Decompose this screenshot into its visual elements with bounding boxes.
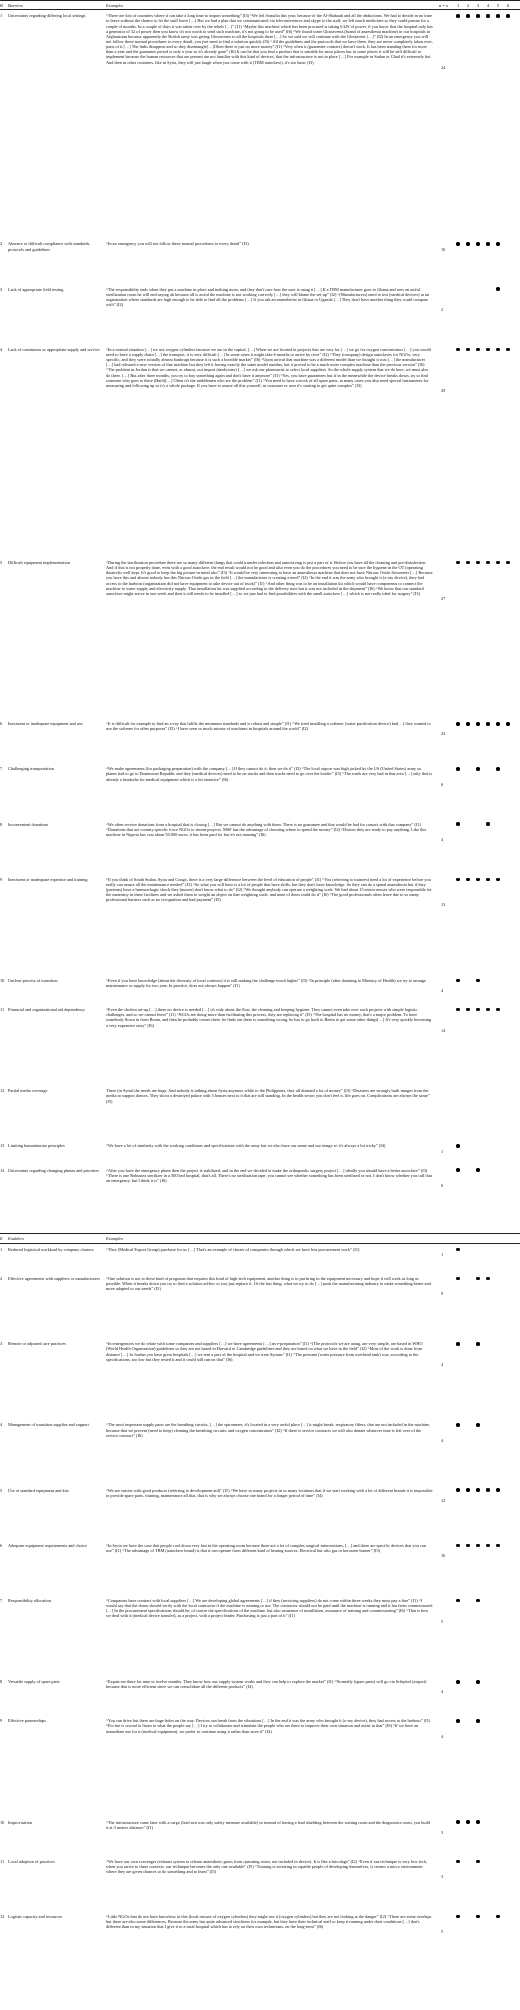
row-number: 4 [0, 346, 3, 352]
row-label: Improvisation [8, 1819, 33, 1825]
participant-dot [456, 1820, 460, 1824]
participant-dot [466, 348, 470, 352]
participant-dot [456, 767, 460, 771]
barrier-row [0, 763, 520, 818]
barrier-row [0, 975, 520, 1004]
barrier-row [0, 874, 520, 975]
participant-dot [496, 1544, 500, 1548]
row-label: Versatile supply of spare parts [8, 1679, 60, 1685]
participant-dot [496, 287, 500, 291]
participant-dot [486, 1277, 490, 1281]
participant-dot [486, 878, 490, 882]
participant-dot [476, 1680, 480, 1684]
participant-dot [466, 1008, 470, 1012]
participant-dot [456, 1168, 460, 1172]
participant-dot [506, 348, 510, 352]
row-examples: “In a normal situation […] we use oxygen cylinders because we are in the capital, […] When we are located in projects that are very far […] we go for oxygen concentrators […] you would need to have a supply chain […] the transport, it is very difficult […] In some cases it might take 6 months to arrive by river” (I2) “They (company) design autoclaves for NGOs, very specific, and they were actually almost bankrupt because it is such a horrible market” (I6) “Upon arrival that machine was a different model than we thought it was […] the manufacturer […] had released a new version of that machine but they left it having exactly the same model number, but it proved to be a much more complex machine than the previous version” (I6) “The problem in Jordan is that we cannot, or almost, not import (medicines) […] we ask our pharmacist to select local suppliers. So the whole supply system that we do here, we must also do there. […] But after three months, you try to buy something again and don't have it anymore” (I1) “Yes, you have guarantees but if in the meanwhile the device breaks down, try to find someone who goes to there (Haiti)[…] Often it's the middlemen who are the problem” (I1) “You need to have a stock of all spare parts, in many cases you also need special instruments for measuring and following up so it's a whole package. If you have to assure all this yourself, as customer or user it's starting to get quite complex” (I3) [106, 346, 431, 388]
participant-dot [456, 1915, 460, 1919]
row-count: 4 [441, 1361, 444, 1367]
row-examples: “You can drive but there are huge holes on the way. Devices can break from the vibrations […] In the end it was the army who brought it (x-ray device), they had access to the harbour” (I1) “For me is crucial to listen to what the people say […] I try to collaborate and stimulate the people who are there to improve their own situation and assist in that” (I6) “If we have an immediate use for it (medical equipment), we prefer to continue using it rather than store it” (I4) [106, 1718, 431, 1734]
barriers-header [0, 1, 520, 10]
row-count: 4 [441, 988, 444, 994]
participant-dot [456, 722, 460, 726]
row-label: Limiting humanitarian principles [8, 1143, 65, 1149]
row-label: Local adoption of practices [8, 1858, 55, 1864]
participant-dot [476, 1599, 480, 1603]
participant-dot [486, 561, 490, 565]
row-examples: “Even the cholera set-up […] there no device is needed […] it's only about the flow, the cleaning and keeping hygiene. They cannot even take over such projects with simple logistic challenges, and so we cannot leave” (I1) “NGOs are doing more than facilitating this process, they are replacing it” (I5) “The hospital has no money, that's a major problem. To have somebody flown in from Benin, and then he probably comes there, he finds out there is something wrong, he has to go back to Benin to get some other things[…] It's very quickly becoming a very expensive story” (I6) [106, 1007, 432, 1028]
participant-dot [476, 561, 480, 565]
row-number: 9 [0, 876, 3, 882]
participant-dot [456, 1144, 460, 1148]
row-count: 14 [441, 1027, 446, 1033]
participant-dot [456, 561, 460, 565]
row-number: 9 [0, 1718, 3, 1724]
participant-dot [456, 878, 460, 882]
participant-dot [476, 1008, 480, 1012]
row-examples: “In emergencies we do relate with some companies and suppliers […] we have agreements […] an e-preparation” (I1) “(The protocols we are using, are very simple, are based in WHO (World Health Organization) guidelines so they are not based in Harvard or Cambridge guidelines and they are based on what we have in the field” (I2) “Most of the work is done from distance […] In Jordan you have great hospitals […] we rent a part of the hospital and we treat Syrians” (I1) “The pressure (water pressure from overhead tank) was, according to the specifications, too low but they tested it and it could still run on that” (I6) [106, 1341, 423, 1362]
participant-dot [486, 1488, 490, 1492]
row-label: Lack of continuous or appropriate supply and service [8, 346, 100, 352]
barriers-title: Barriers [8, 2, 23, 8]
row-label: Reduced logistical workload by company clusters [8, 1246, 94, 1252]
enabler-row [0, 1244, 520, 1273]
participant-dot [456, 1248, 460, 1252]
participant-dot [466, 242, 470, 246]
row-number: 13 [0, 1143, 5, 1149]
participant-dot [456, 1544, 460, 1548]
participant-dot [496, 1915, 500, 1919]
participant-dot [496, 561, 500, 565]
row-number: 11 [0, 1858, 5, 1864]
row-label: Inconvenient donations [8, 821, 49, 827]
row-examples: “We have a lot of similarity with the working conditions and specifications with the army but we also have our name and our image so it's always a bit tricky” (I4) [106, 1143, 386, 1149]
participant-dot [466, 722, 470, 726]
row-count: 6 [441, 1183, 444, 1189]
row-number: 7 [0, 766, 3, 772]
barrier-row [0, 557, 520, 718]
barrier-row [0, 1004, 520, 1085]
row-examples: “Companies have contract with local suppliers […] We are developing global agreements […] if they (servicing suppliers) do not come within three weeks they must pay a fine” (I1) “I would say that the donor should verify with the local contractor if the machine is running or not. The contractor should not be paid until the machine is running and it has been commissioned […] In the procurement specifications should be, of course the specifications of the machine, but also assurance of installation, assurance of training and commissioning” (I6) “That is how we deal with it (medical device transfer), as a project, with a project leader. Purchasing is just a part of it” (I1) [106, 1597, 433, 1619]
row-count: 5 [441, 1929, 444, 1935]
row-count: 3 [441, 1874, 444, 1880]
row-count: 27 [441, 596, 446, 602]
row-number: 12 [0, 1088, 5, 1094]
barrier-row [0, 1164, 520, 1229]
participant-dot [456, 1680, 460, 1684]
row-label: Partial media coverage [8, 1088, 48, 1094]
row-number: 10 [0, 977, 5, 983]
row-examples: “During the sterilization procedure there are so many different things that could transfer infection and autoclaving is just a part of it. Before you have all the cleaning and pre-disinfection. And if this is not properly done, even with a good autoclave, the end result would not be good and also even you do the procedures you need to be sure the hygiene in the OT (operating theatre)is well kept. It's good to keep the big picture in mind also” (I3) “It would be very interesting to have an anaesthesia machine that does not have Nitrous Oxide flowmeter […] Because you have this and almost nobody has this Nitrous Oxide gas in the field […] the manufacturer is creating a need” (I2) “In the end it was the army who brought it (x-ray device), they had access to the harbour (organization did not have equipment to take device out of truck)” (I1) “And other thing was to be an installation kit which would have components to connect the machine to water supply and electricity supply. That installation kit was supplied according to the delivery note but it was not included in the shipment” (I6) “We know that our standard autoclave might arrive in one week and then it still needs to be installed […] so we just had to find possibilities with the small autoclave […] which is not really ideal for surgery” (I3) [106, 559, 433, 596]
row-label: Use of standard equipment and kits [8, 1487, 69, 1493]
barrier-row [0, 10, 520, 238]
row-examples: “There are lots of countries where it can take a long time to import something” (I3) “We left Somalia this year, because of the Al-Shabaab and all the abductions. We had to decide in no time to leave without the chance to let the stuff leave […] But we had a plan that we communicated via teleconferences and skype to the staff, we left much medicines so they could pursue for a couple of months. In a couple of days it was taken over by the rebels […]” (I1) “Maybe this machine which has been procured is taking 6 kW of power, if you know that the hospital only has a generator of 32 of power then you know it's not worth to send such machine, it's not going to be used” (I6) “We found some Glostavents (brand of anaesthesia machine) in our hospitals in Afghanistan because apparently the British army was giving Glostavents to all the hospitals there […] So we said we will continue with the Glostavent […]” (I2) In an emergency you will not follow these normal procedures to every detail, you just need to find a solution quickly (I3) “All the guidelines and the protocols that we have there, they are never completely taken over, parts of it […] The links disappear and so they disentangle[…]Often there is just no more money” (I1) “Very often it (guarantee contract) doesn't work. It has been standing there for more than a year and the guarantee period is only a year so it's already gone” (I6) It can be that you find a product that is suitable for most places but in some places it will be still difficult to implement because the human resources that are present are not familiar with this kind of devices, that the infrastructure is not in place […] For example in Sudan or Chad it's extremely hot. And then in other countries, like in Syria, they will just laugh when you come with it (TBM autoclave), it's too basic (I3) [106, 13, 433, 65]
participant-dot [456, 1008, 460, 1012]
row-label: Uncertainty regarding changing phases and priorities [8, 1167, 100, 1173]
row-label: Unclear process of transition [8, 977, 58, 983]
participant-dot [486, 722, 490, 726]
row-count: 9 [441, 1291, 444, 1297]
row-examples: “After you have the emergency phase then the project is stabilized, and in the end we decided to make the orthopaedic surgery project […] ideally you should have a better autoclave” (I3) “There is one Robustex sterilizer in a 500 bed hospital, that's all. There's no sterilization tape, you cannot see whether something has been sterilized or not. I don't know whether you call that an emergency, but I think it is” (I6) [106, 1167, 432, 1183]
participant-dot [456, 1342, 460, 1346]
row-number: 10 [0, 1819, 5, 1825]
barrier-row [0, 818, 520, 873]
row-label: Absence or difficult compliance with standards, protocols and guidelines [8, 241, 91, 252]
participant-dot [476, 722, 480, 726]
dot-heading-1: 1 [457, 2, 460, 8]
row-number: 3 [0, 1341, 3, 1347]
participant-dot [476, 1719, 480, 1723]
row-label: Financial and organizational aid dependency [8, 1007, 85, 1013]
participant-dot [476, 979, 480, 983]
participant-dot [496, 878, 500, 882]
row-examples: “Expats are there for nine or twelve months. They know how our supply system works and they can help to explore the market” (I1) “Normally (spare parts) will go via Schiphol (airport) because that is more efficient since we can consolidate all the different products” (I4) [106, 1679, 427, 1690]
row-number: 1 [0, 1246, 3, 1252]
row-count: 12 [441, 1497, 446, 1503]
participant-dot [476, 1423, 480, 1427]
row-label: Effective agreements with suppliers or manufacturers [8, 1276, 100, 1281]
participant-dot [476, 348, 480, 352]
row-label: Logistic capacity and resources [8, 1913, 63, 1919]
participant-dot [476, 1544, 480, 1548]
participant-dot [466, 1488, 470, 1492]
barrier-row [0, 1085, 520, 1140]
participant-dot [476, 1342, 480, 1346]
row-number: 11 [0, 1007, 5, 1013]
row-count: 10 [441, 246, 446, 252]
participant-dot [486, 1544, 490, 1548]
participant-dot [496, 1488, 500, 1492]
row-number: 8 [0, 1679, 3, 1685]
dot-heading-2: 2 [467, 2, 470, 8]
row-number: 5 [0, 559, 3, 565]
barrier-row [0, 238, 520, 283]
row-number: 4 [0, 1422, 3, 1428]
row-count: 6 [441, 781, 444, 787]
participant-dot [456, 1719, 460, 1723]
participant-dot [506, 561, 510, 565]
row-number: 6 [0, 721, 3, 727]
enabler-row [0, 1484, 520, 1539]
participant-dot [476, 1168, 480, 1172]
row-number: 2 [0, 241, 3, 247]
row-count: 1 [441, 1251, 444, 1257]
participant-dot [476, 767, 480, 771]
participant-dot [496, 242, 500, 246]
row-count: 16 [441, 1553, 446, 1559]
participant-dot [496, 348, 500, 352]
enabler-row [0, 1419, 520, 1484]
row-examples: There (in Syria) the needs are huge. And nobody is talking about Syria anymore while to the Philippines, they all donated a lot of money” (I3) “Disasters are strongly built images from the media to support donors. They shoot a destroyed palace with 3 houses next to it that are still standing. In the health sector you don't feel it, life goes on. Complications are always the same” (I5) [106, 1088, 430, 1104]
row-examples: “Little NGOs that do not have knowhow in this (local misuse of oxygen cylinders) they might use it (oxygen cylinders) but they are not looking at the danger” (I2) “There are some overlaps but there are also some differences. Because the army has quite advanced sterilizers for example, but they have their technical staff to keep it running under their conditions […] that's different than in my situation that I give it to a rural hospital which has to rely on their own technicians, on the long-term” (I6) [106, 1913, 432, 1930]
participant-dot [466, 1820, 470, 1824]
row-count: 24 [441, 64, 446, 70]
barrier-row [0, 283, 520, 343]
participant-dot [476, 242, 480, 246]
participant-dot [466, 561, 470, 565]
enabler-row [0, 1856, 520, 1911]
row-label: Challenging transportation [8, 766, 54, 772]
row-number: 1 [0, 13, 3, 19]
row-number: 2 [0, 1276, 3, 1281]
participant-dot [466, 1544, 470, 1548]
enabler-row [0, 1273, 520, 1338]
dot-heading-5: 5 [497, 2, 500, 8]
row-examples: “We are stricter with good products (referring to development aid)” (I1) “We have so many projects in so many locations that if we start working with a lot of different brands it is impossible to provide spare parts, training, maintenance all that, that is why we always choose one brand for a longer period of time” (I4) [106, 1487, 433, 1498]
row-examples: “Even if you have knowledge (about the diversity of local contexts) it is still making the challenge much higher” (I3) “In principle (after donating to Ministry of Health) we try to arrange maintenance or supply for two year. In practice, does not always happen” (I1) [106, 977, 426, 989]
row-count: 3 [441, 1829, 444, 1835]
row-examples: “We make agreements (for packaging preparation) with the company […] If they cannot do it, then we do it” (I3) “The local airport was high jacked by the US (United States) army so planes had to go to Dominican Republic and they (medical devices) need to be on trucks and then trucks need to go over the border” (I3) “The roads are very bad in that area […] only that is already a headache for medical equipment which is a bit sensitive” (I6) [106, 766, 433, 782]
participant-dot [456, 822, 460, 826]
row-label: Lack of appropriate field testing [8, 286, 64, 292]
participant-dot [456, 1423, 460, 1427]
row-examples: “One solution is not to these kind of programs that requires this kind of high-tech equipment, another thing is to put bring in the equipment necessary and hope it will work as long as possible. When it breaks down you try to find a solution ad-hoc or you just replace it. Or the last thing, what we try to do […] push the manufacturing industry to make something better and more adapted to our needs” (I3) [106, 1276, 431, 1292]
participant-dot [496, 767, 500, 771]
participant-dot [456, 242, 460, 246]
row-label: Uncertainty regarding differing local settings [8, 13, 86, 19]
row-examples: “They (Medical Export Group) purchase for us […] That's an example of cluster of companies through which we have less procurement work” (I1) [106, 1246, 360, 1252]
participant-dot [456, 979, 460, 983]
row-examples: “The responsibility ends when they put a machine in place and nothing more, and they don't care how the user is using it […] If a TBM manufacturer goes to Ghana and sees an awful sterilization room he will end saying ah because all is awful the machine is not working correctly […] they will blame the set-up” (I2) “(Manufacturers) need to test (medical devices) in an organization where standards are high enough to be able to find all the problems […] If you ask an anaesthetist in Ghana or Uganda […] They don't have another thing they could compare with” (I2) [106, 286, 429, 308]
participant-dot [496, 14, 500, 18]
row-label: Adequate equipment requirements and choice [8, 1542, 87, 1548]
dot-heading-3: 3 [477, 2, 480, 8]
participant-dot [506, 722, 510, 726]
barriers-body [0, 10, 520, 1230]
row-label: Responsibility allocation [8, 1597, 51, 1603]
barrier-row [0, 718, 520, 763]
row-label: Inexistent or inadequate expertise and training [8, 876, 88, 882]
row-number: 8 [0, 821, 3, 827]
row-count: 4 [441, 1733, 444, 1739]
enabler-row [0, 1540, 520, 1595]
participant-dot [496, 1008, 500, 1012]
enablers-letter: E [0, 1235, 3, 1241]
enablers-examples-heading: Examples [106, 1235, 124, 1241]
enabler-row [0, 1816, 520, 1855]
dot-heading-4: 4 [487, 2, 490, 8]
participant-dot [476, 1820, 480, 1824]
enablers-title: Enablers [8, 1235, 24, 1241]
row-count: 4 [441, 1437, 444, 1443]
row-examples: “The infrastructure came later with a cargo (lead suit was only safety measure available) so instead of having a lead shielding between the waiting room and the diagnostics room, you build it at 3 meters distance” (I1) [106, 1819, 431, 1830]
row-examples: “If you think of South Sudan, Syria and Congo, there is a very large difference between the level of education of people” (I1) “You (referring to trainees) need a lot of experience before you really can assure all the maintenance needed” (I3) “So what you will have is a lot of people that have skills, but they don't have knowledge. So they can do a spinal anaesthesia but if they (patients) have a haemorrhagic shock they (nurses) don't know what to do” (I2) “We thought anybody can operate a weighting scale. We had about 15 senior nurses who were responsible for the maternity in these facilities and we asked them to weight an object on that weighting scale, and none of them could do it” (I6) “The good professionals often leave due to so many professional barriers such as no recognition and bad payment” (I5) [106, 876, 432, 903]
participant-dot [476, 1488, 480, 1492]
row-count: 4 [441, 836, 444, 842]
row-examples: “The most important supply parts are the breathing circuits, […] the spirometer, it's located in a very awful place […] it might break; respiratory filters, that are not included in the machine, because that we prevent (need to keep) cleaning the breathing circuits; and oxygen concentrators” (I2) “If there is service contracts we will also donate whatever time is left over of the service contract” (I6) [106, 1422, 431, 1438]
barrier-row [0, 1140, 520, 1164]
row-examples: “In an emergency you will not follow these normal procedures to every detail” (I3) [106, 241, 249, 247]
barrier-row [0, 344, 520, 557]
participant-dot [486, 242, 490, 246]
row-number: 5 [0, 1487, 3, 1493]
participant-dot [496, 722, 500, 726]
participant-dot [476, 1915, 480, 1919]
row-number: 14 [0, 1167, 5, 1173]
row-count: 5 [441, 1618, 444, 1624]
participant-dot [456, 1277, 460, 1281]
row-label: Inexistent or inadequate equipment and use [8, 721, 83, 727]
row-label: Remote or adjusted care practices [8, 1341, 66, 1347]
row-count: 13 [441, 902, 446, 908]
barriers-letter: B [0, 2, 3, 8]
row-count: 4 [441, 1689, 444, 1695]
participant-dot [476, 14, 480, 18]
enabler-row [0, 1595, 520, 1676]
row-examples: “In Syria we have the case that people cool down very fast in the operating room because there are a lot of complex surgical interventions, […] and there are specific devices that you can use” (I1) “The advantage of TBM (autoclave brand) is that it can operate from different kind of heating sources. Electrical but also gas or kerosene burner” (I3) [106, 1542, 426, 1553]
row-label: Management of transition supplies and support [8, 1422, 89, 1428]
row-number: 3 [0, 286, 3, 292]
participant-dot [456, 1860, 460, 1864]
participant-dot [506, 14, 510, 18]
enabler-row [0, 1676, 520, 1715]
participant-dot [456, 1488, 460, 1492]
row-count: 1 [441, 1148, 444, 1154]
participant-dot [466, 14, 470, 18]
enabler-row [0, 1715, 520, 1816]
row-count: 23 [441, 731, 446, 737]
row-number: 12 [0, 1913, 5, 1919]
row-count: 2 [441, 307, 444, 313]
participant-dot [456, 14, 460, 18]
participant-dot [476, 878, 480, 882]
enabler-row [0, 1911, 520, 1982]
row-number: 7 [0, 1597, 3, 1603]
enabler-row [0, 1338, 520, 1419]
participant-dot [486, 822, 490, 826]
row-count: 29 [441, 388, 446, 393]
row-label: Effective partnerships [8, 1718, 46, 1724]
participant-dot [456, 1599, 460, 1603]
participant-dot [456, 348, 460, 352]
row-examples: “We have our own scavenger (exhaust system to release anaesthetic gases from operating room, not included in device). It is like a bricolage” (I2) “Even if our technique is very low-tech, when you arrive to these contexts, our technique becomes the only one available” (I5) “Training is investing in capable people of developing themselves, it creates a micro environment where they are given chances to do something and to learn” (I5) [106, 1858, 427, 1874]
row-examples: “It is difficult for example to find an x-ray that fulfils the minimum standards and is robust and simple” (I1) “We tried installing a softener (water purification device) but[…] they wanted to use the softener for other purposes” (I3) “I have seen so much misuse of machines in hospitals around the world” (I2) [106, 721, 431, 732]
participant-dot [476, 1860, 480, 1864]
enablers-body [0, 1244, 520, 1982]
participant-dot [486, 14, 490, 18]
dot-heading-6: 6 [507, 2, 510, 8]
nx-heading: n = x [439, 2, 449, 8]
examples-heading: Examples [106, 2, 124, 8]
row-label: Difficult equipment implementation [8, 559, 70, 565]
participant-dot [486, 348, 490, 352]
participant-dot [476, 1277, 480, 1281]
participant-dot [486, 1008, 490, 1012]
row-examples: “We often receive donations from a hospital that is closing […] But we cannot do anything with them. There is no guarantee and that would be bad for contact with that company” (I1) “Donations that are country specific force NGOs to invent projects. MSF has the advantage of choosing where to spend the money” (I2) “Donors they are ready to pay anything. Like this machine in Nigeria has cost about 50.000 euros, it has been paid for but it's not running” (I6) [106, 821, 427, 837]
enablers-header [0, 1233, 520, 1244]
row-number: 6 [0, 1542, 3, 1548]
participant-dot [466, 878, 470, 882]
